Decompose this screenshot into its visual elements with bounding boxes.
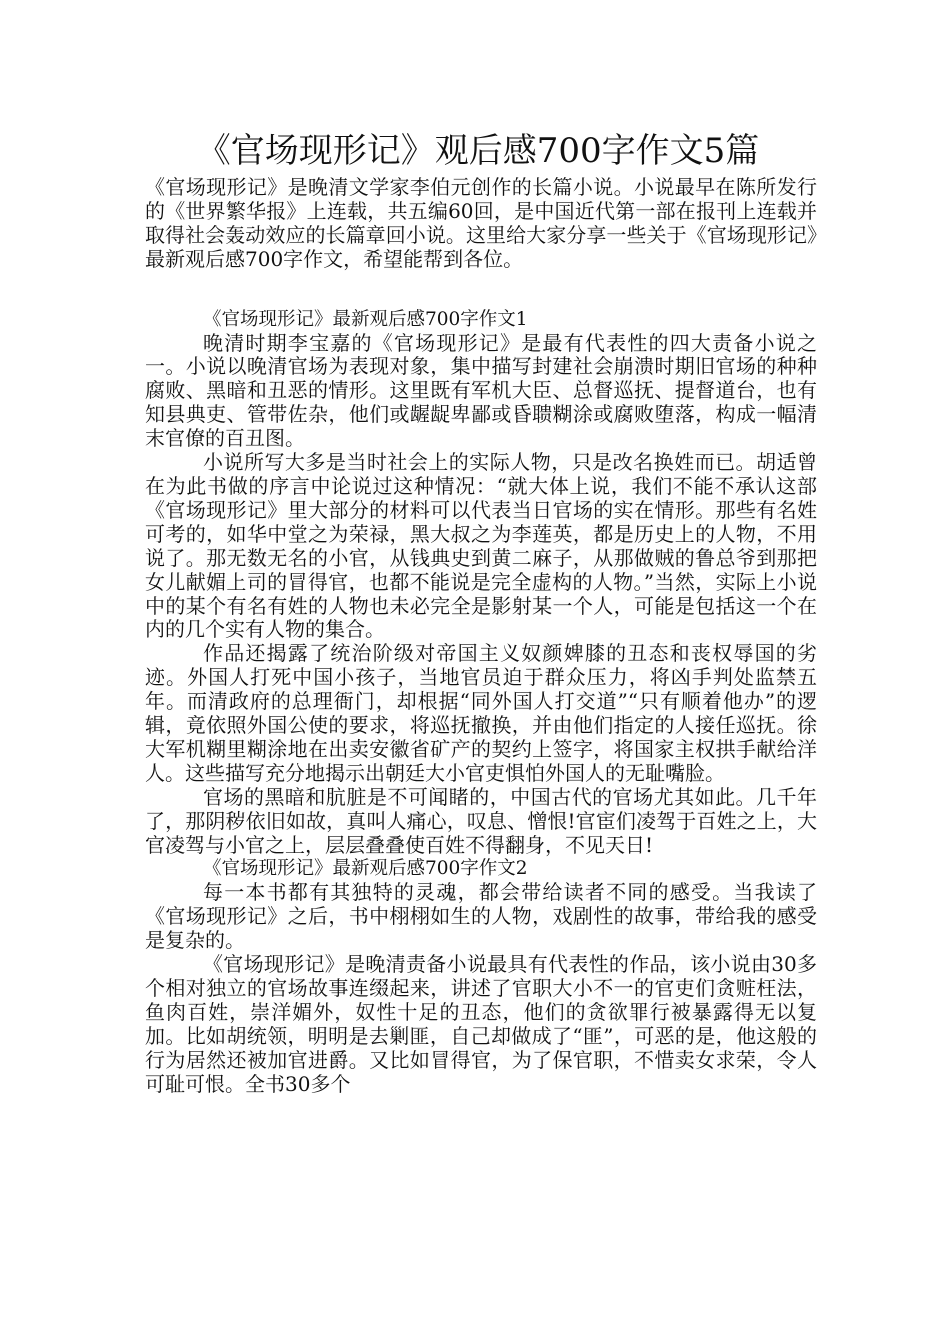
section-heading-1: 《官场现形记》最新观后感700字作文1	[203, 308, 528, 330]
body-paragraph: 《官场现形记》是晚清责备小说最具有代表性的作品，该小说由30多个相对独立的官场故事连缀起来，讲述了官职大小不一的官吏们贪赃枉法，鱼肉百姓，崇洋媚外，奴性十足的丑态，他们的贪欲罪行被暴露得无以复加。比如胡统领，明明是去剿匪，自己却做成了“匪”，可恶的是，他这般的行为居然还被加官进爵。又比如冒得官，为了保官职，不惜卖女求荣，令人可耻可恨。全书30多个	[145, 952, 817, 1096]
body-paragraph: 作品还揭露了统治阶级对帝国主义奴颜婢膝的丑态和丧权辱国的劣迹。外国人打死中国小孩子，当地官员迫于群众压力，将凶手判处监禁五年。而清政府的总理衙门，却根据“同外国人打交道”“只有顺着他办”的逻辑，竟依照外国公使的要求，将巡抚撤换，并由他们指定的人接任巡抚。徐大军机糊里糊涂地在出卖安徽省矿产的契约上签字，将国家主权拱手献给洋人。这些描写充分地揭示出朝廷大小官吏惧怕外国人的无耻嘴脸。	[145, 641, 817, 785]
body-paragraph: 小说所写大多是当时社会上的实际人物，只是改名换姓而已。胡适曾在为此书做的序言中论说过这种情况：“就大体上说，我们不能不承认这部《官场现形记》里大部分的材料可以代表当日官场的实在情形。那些有名姓可考的，如华中堂之为荣禄，黑大叔之为李莲英，都是历史上的人物，不用说了。那无数无名的小官，从钱典史到黄二麻子，从那做贼的鲁总爷到那把女儿献媚上司的冒得官，也都不能说是完全虚构的人物。”当然，实际上小说中的某个有名有姓的人物也未必完全是影射某一个人，可能是包括这一个在内的几个实有人物的集合。	[145, 450, 817, 642]
body-paragraph: 晚清时期李宝嘉的《官场现形记》是最有代表性的四大责备小说之一。小说以晚清官场为表现对象，集中描写封建社会崩溃时期旧官场的种种腐败、黑暗和丑恶的情形。这里既有军机大臣、总督巡抚、提督道台，也有知县典吏、管带佐杂，他们或龌龊卑鄙或昏聩糊涂或腐败堕落，构成一幅清末官僚的百丑图。	[145, 330, 817, 451]
body-paragraph: 官场的黑暗和肮脏是不可闻睹的，中国古代的官场尤其如此。几千年了，那阴秽依旧如故，真叫人痛心，叹息、憎恨!官宦们凌驾于百姓之上，大官凌驾与小官之上，层层叠叠使百姓不得翻身，不见天日!	[145, 784, 817, 857]
document-title: 《官场现形记》观后感700字作文5篇	[196, 131, 760, 171]
intro-paragraph: 《官场现形记》是晚清文学家李伯元创作的长篇小说。小说最早在陈所发行的《世界繁华报》上连载，共五编60回，是中国近代第一部在报刊上连载并取得社会轰动效应的长篇章回小说。这里给大家分享一些关于《官场现形记》最新观后感700字作文，希望能帮到各位。	[145, 175, 817, 271]
section-spacer	[145, 272, 817, 308]
document-body	[145, 128, 817, 1097]
body-paragraph: 每一本书都有其独特的灵魂，都会带给读者不同的感受。当我读了《官场现形记》之后，书中栩栩如生的人物，戏剧性的故事，带给我的感受是复杂的。	[145, 880, 817, 953]
section-heading-2: 《官场现形记》最新观后感700字作文2	[203, 858, 528, 880]
